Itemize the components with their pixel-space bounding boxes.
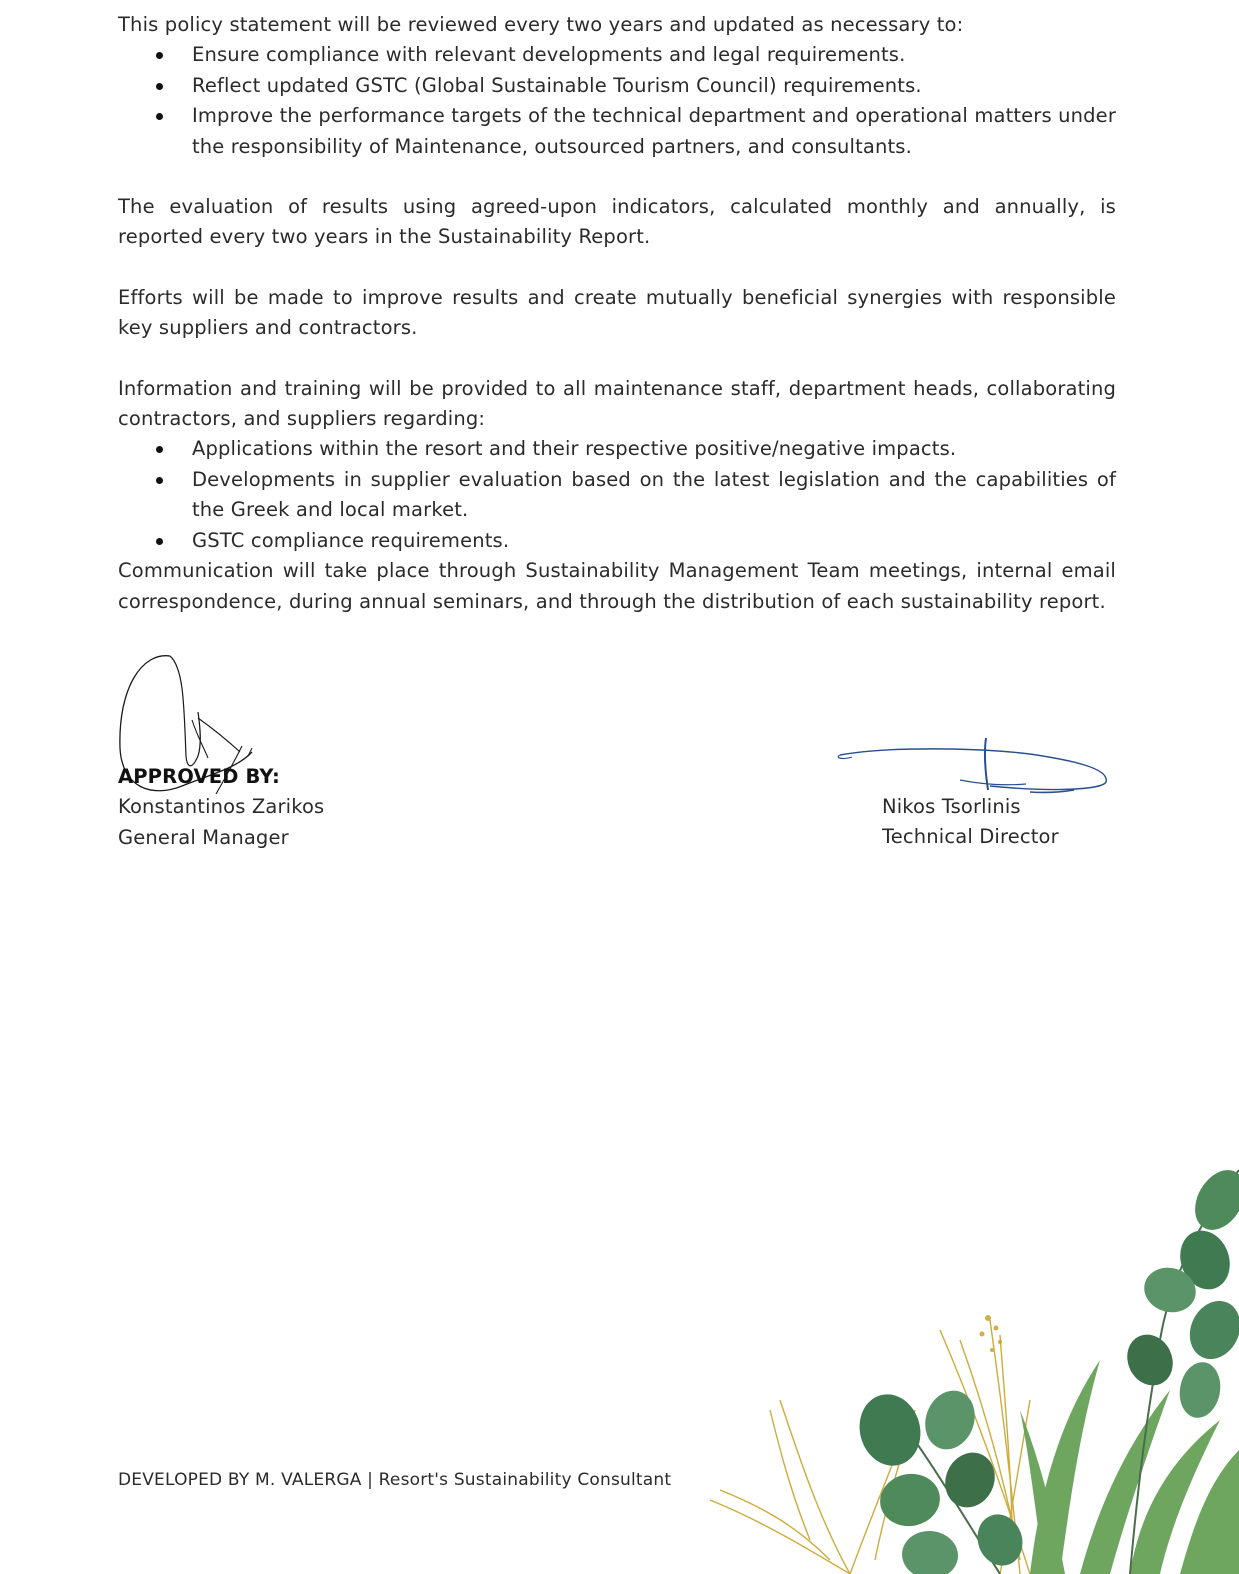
policy-text [118, 10, 1116, 617]
training-list [118, 434, 1116, 556]
approval-block-left [118, 762, 324, 853]
review-item: Ensure compliance with relevant developments and legal requirements. [118, 40, 1116, 70]
communication-paragraph: Communication will take place through Sustainability Management Team meetings, internal email correspondence, during annual seminars, and through the distribution of each sustainability report. [118, 559, 1116, 613]
evaluation-paragraph: The evaluation of results using agreed-upon indicators, calculated monthly and annually, is reported every two years in the Sustainability Report. [118, 195, 1116, 249]
review-item: Improve the performance targets of the technical department and operational matters under the responsibility of Maintenance, outsourced partners, and consultants. [118, 101, 1116, 162]
footer-credit: DEVELOPED BY M. VALERGA | Resort's Sustainability Consultant [118, 1470, 672, 1490]
training-item: Applications within the resort and their respective positive/negative impacts. [118, 434, 1116, 464]
synergies-paragraph: Efforts will be made to improve results and create mutually beneficial synergies with responsible key suppliers and contractors. [118, 285, 1116, 340]
training-item: Developments in supplier evaluation based on the latest legislation and the capabilities of the Greek and local market. [118, 465, 1116, 526]
review-item: Reflect updated GSTC (Global Sustainable Tourism Council) requirements. [118, 71, 1116, 101]
left-signer-name: Konstantinos Zarikos [118, 795, 325, 819]
training-item: GSTC compliance requirements. [118, 526, 1116, 556]
approval-block-right [882, 792, 1059, 853]
approval-title: APPROVED BY: [118, 765, 280, 788]
review-intro: This policy statement will be reviewed every two years and updated as necessary to: [118, 13, 964, 36]
right-signer-name: Nikos Tsorlinis [882, 795, 1021, 818]
review-list [118, 40, 1116, 162]
training-intro: Information and training will be provided to all maintenance staff, department heads, collaborating contractors, and suppliers regarding: [118, 376, 1116, 431]
left-signer-role: General Manager [118, 825, 289, 849]
eucalyptus-foliage-icon [700, 1160, 1239, 1574]
right-signer-role: Technical Director [882, 825, 1059, 849]
